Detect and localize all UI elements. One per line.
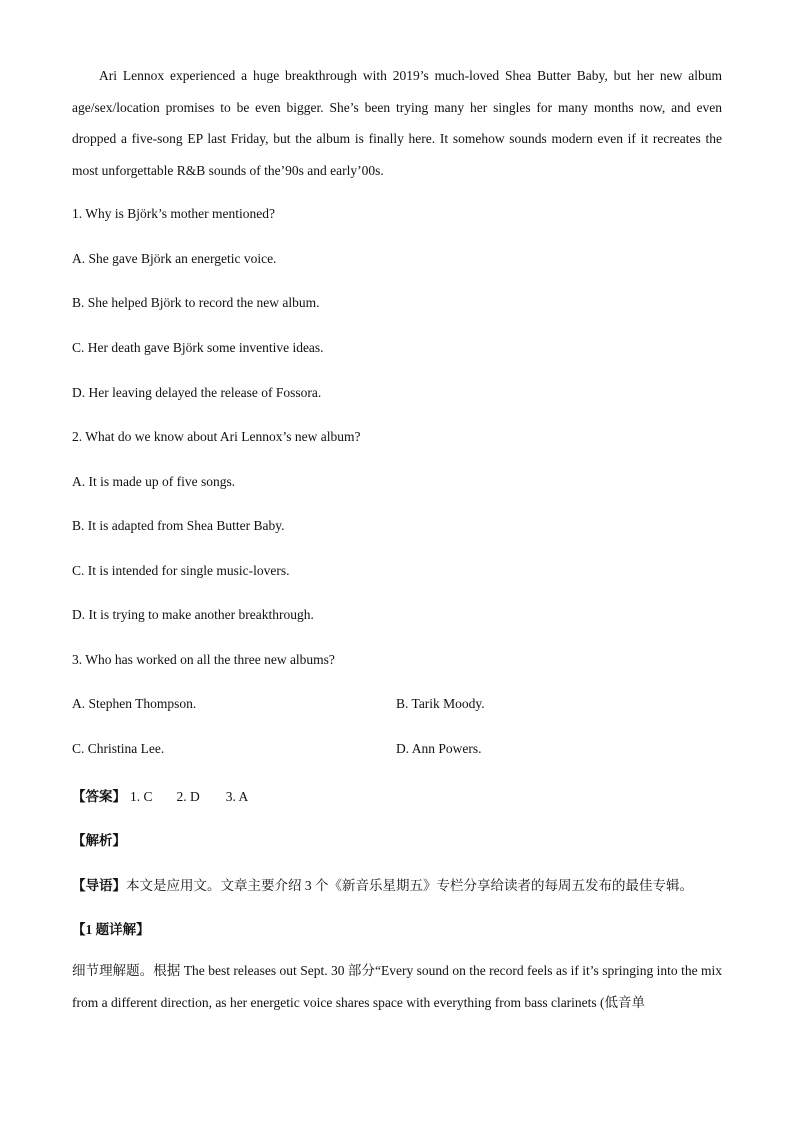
question-2-option-a: A. It is made up of five songs. bbox=[72, 474, 236, 489]
question-2-option-d: D. It is trying to make another breakthrough. bbox=[72, 607, 314, 622]
question-3-option-a: A. Stephen Thompson. bbox=[72, 696, 197, 711]
question-3-stem: 3. Who has worked on all the three new albums? bbox=[72, 652, 335, 667]
question-1-option-a: A. She gave Björk an energetic voice. bbox=[72, 251, 277, 266]
answer-item-1: 1. C bbox=[130, 789, 153, 804]
answer-line bbox=[72, 785, 248, 805]
answer-item-2: 2. D bbox=[176, 789, 200, 804]
q1-detail-text: 细节理解题。根据 The best releases out Sept. 30 部分“Every sound on the record feels as if it’s springing into the mix from a different direction, as her energetic voice shares space with everything from bass clarinets (低音单 bbox=[72, 963, 722, 1010]
analysis-label: 【解析】 bbox=[72, 833, 126, 848]
question-1-option-c: C. Her death gave Björk some inventive ideas. bbox=[72, 340, 324, 355]
question-3-option-b: B. Tarik Moody. bbox=[396, 696, 485, 711]
question-1-option-d: D. Her leaving delayed the release of Fossora. bbox=[72, 385, 322, 400]
question-2-stem: 2. What do we know about Ari Lennox’s new album? bbox=[72, 429, 361, 444]
question-3-option-c: C. Christina Lee. bbox=[72, 741, 165, 756]
question-1-option-b: B. She helped Björk to record the new album. bbox=[72, 295, 320, 310]
answer-item-3: 3. A bbox=[225, 789, 249, 804]
question-3-option-d: D. Ann Powers. bbox=[396, 741, 482, 756]
question-2-option-b: B. It is adapted from Shea Butter Baby. bbox=[72, 518, 285, 533]
guide-line bbox=[72, 874, 693, 894]
guide-label: 【导语】 bbox=[72, 878, 126, 893]
question-2-option-c: C. It is intended for single music-lovers. bbox=[72, 563, 290, 578]
question-1-stem: 1. Why is Björk’s mother mentioned? bbox=[72, 206, 275, 221]
passage-paragraph: Ari Lennox experienced a huge breakthrough with 2019’s much-loved Shea Butter Baby, but her new album age/sex/location promises to be even bigger. She’s been trying many her singles for many months now, and even dropped a five-song EP last Friday, but the album is finally here. It somehow sounds modern even if it recreates the most unforgettable R&B sounds of the’90s and early’00s. bbox=[72, 68, 722, 178]
guide-text: 本文是应用文。文章主要介绍 3 个《新音乐星期五》专栏分享给读者的每周五发布的最佳专辑。 bbox=[126, 878, 693, 893]
q1-detail-label: 【1 题详解】 bbox=[72, 922, 150, 937]
answer-label: 【答案】 bbox=[72, 789, 126, 804]
